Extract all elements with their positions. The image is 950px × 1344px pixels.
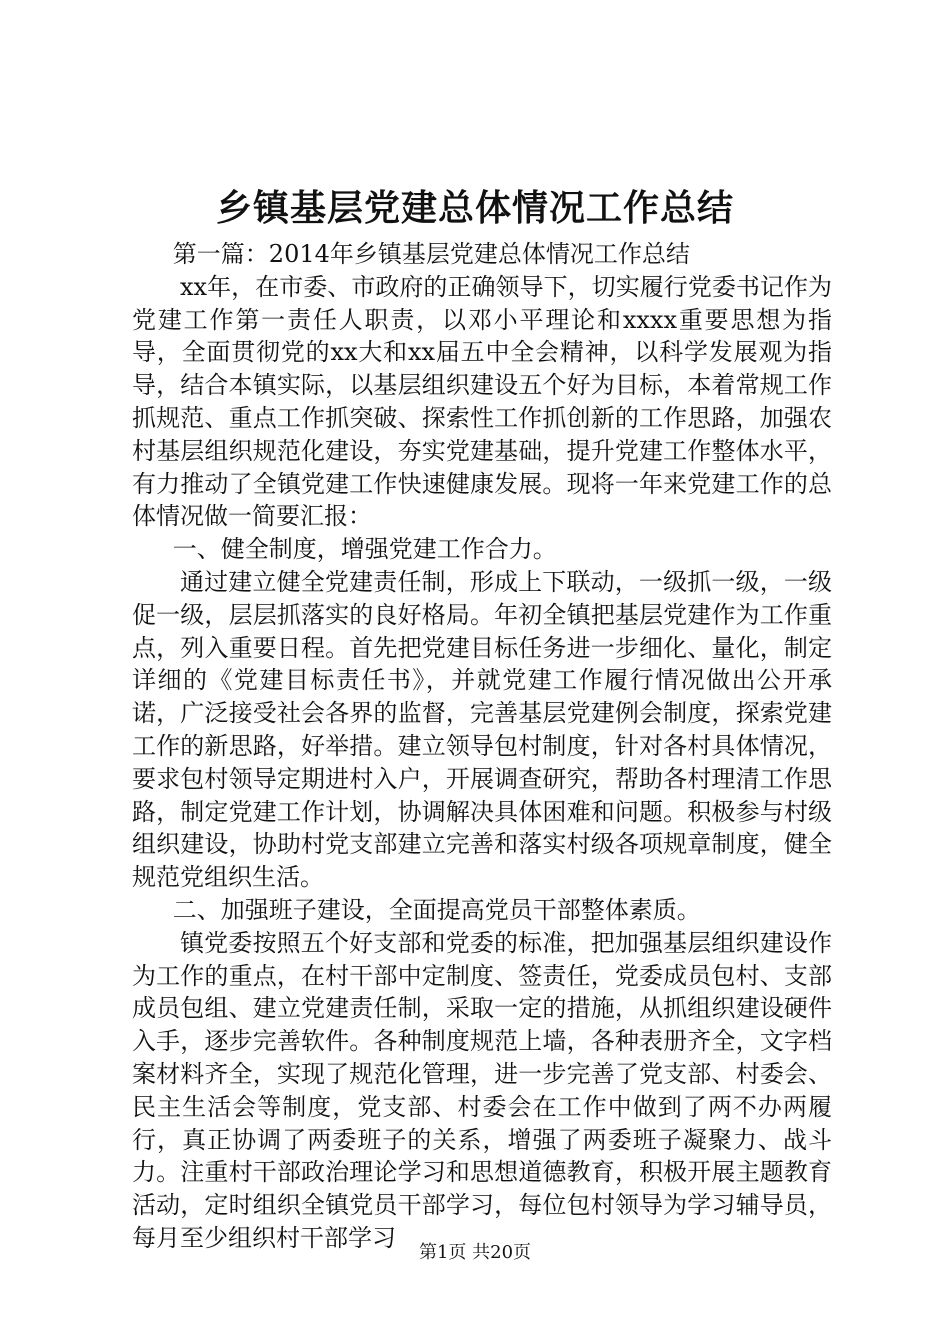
- paragraph-1: 通过建立健全党建责任制，形成上下联动，一级抓一级，一级促一级，层层抓落实的良好格局。年初全镇把基层党建作为工作重点，列入重要日程。首先把党建目标任务进一步细化、量化，制定详细的《党建目标责任书》，并就党建工作履行情况做出公开承诺，广泛接受社会各界的监督，完善基层党建例会制度，探索党建工作的新思路，好举措。建立领导包村制度，针对各村具体情况，要求包村领导定期进村入户，开展调查研究，帮助各村理清工作思路，制定党建工作计划，协调解决具体困难和问题。积极参与村级组织建设，协助村党支部建立完善和落实村级各项规章制度，健全规范党组织生活。: [132, 567, 832, 892]
- paragraph-intro: xx年，在市委、市政府的正确领导下，切实履行党委书记作为党建工作第一责任人职责，以邓小平理论和xxxx重要思想为指导，全面贯彻党的xx大和xx届五中全会精神，以科学发展观为指导，结合本镇实际，以基层组织建设五个好为目标，本着常规工作抓规范、重点工作抓突破、探索性工作抓创新的工作思路，加强农村基层组织规范化建设，夯实党建基础，提升党建工作整体水平，有力推动了全镇党建工作快速健康发展。现将一年来党建工作的总体情况做一简要汇报：: [132, 272, 832, 531]
- section-heading-part-one: 第一篇：2014年乡镇基层党建总体情况工作总结: [172, 240, 690, 268]
- document-title: 乡镇基层党建总体情况工作总结: [215, 187, 734, 229]
- page-number-footer: 第1页 共20页: [418, 1242, 532, 1263]
- section-heading-2: 二、加强班子建设，全面提高党员干部整体素质。: [172, 895, 701, 924]
- document-body: [132, 238, 832, 1255]
- paragraph-2: 镇党委按照五个好支部和党委的标准，把加强基层组织建设作为工作的重点，在村干部中定制度、签责任，党委成员包村、支部成员包组、建立党建责任制，采取一定的措施，从抓组织建设硬件入手，逐步完善软件。各种制度规范上墙，各种表册齐全，文字档案材料齐全，实现了规范化管理，进一步完善了党支部、村委会、民主生活会等制度，党支部、村委会在工作中做到了两不办两履行，真正协调了两委班子的关系，增强了两委班子凝聚力、战斗力。注重村干部政治理论学习和思想道德教育，积极开展主题教育活动，定时组织全镇党员干部学习，每位包村领导为学习辅导员，每月至少组织村干部学习: [132, 928, 832, 1252]
- section-heading-1: 一、健全制度，增强党建工作合力。: [172, 535, 557, 564]
